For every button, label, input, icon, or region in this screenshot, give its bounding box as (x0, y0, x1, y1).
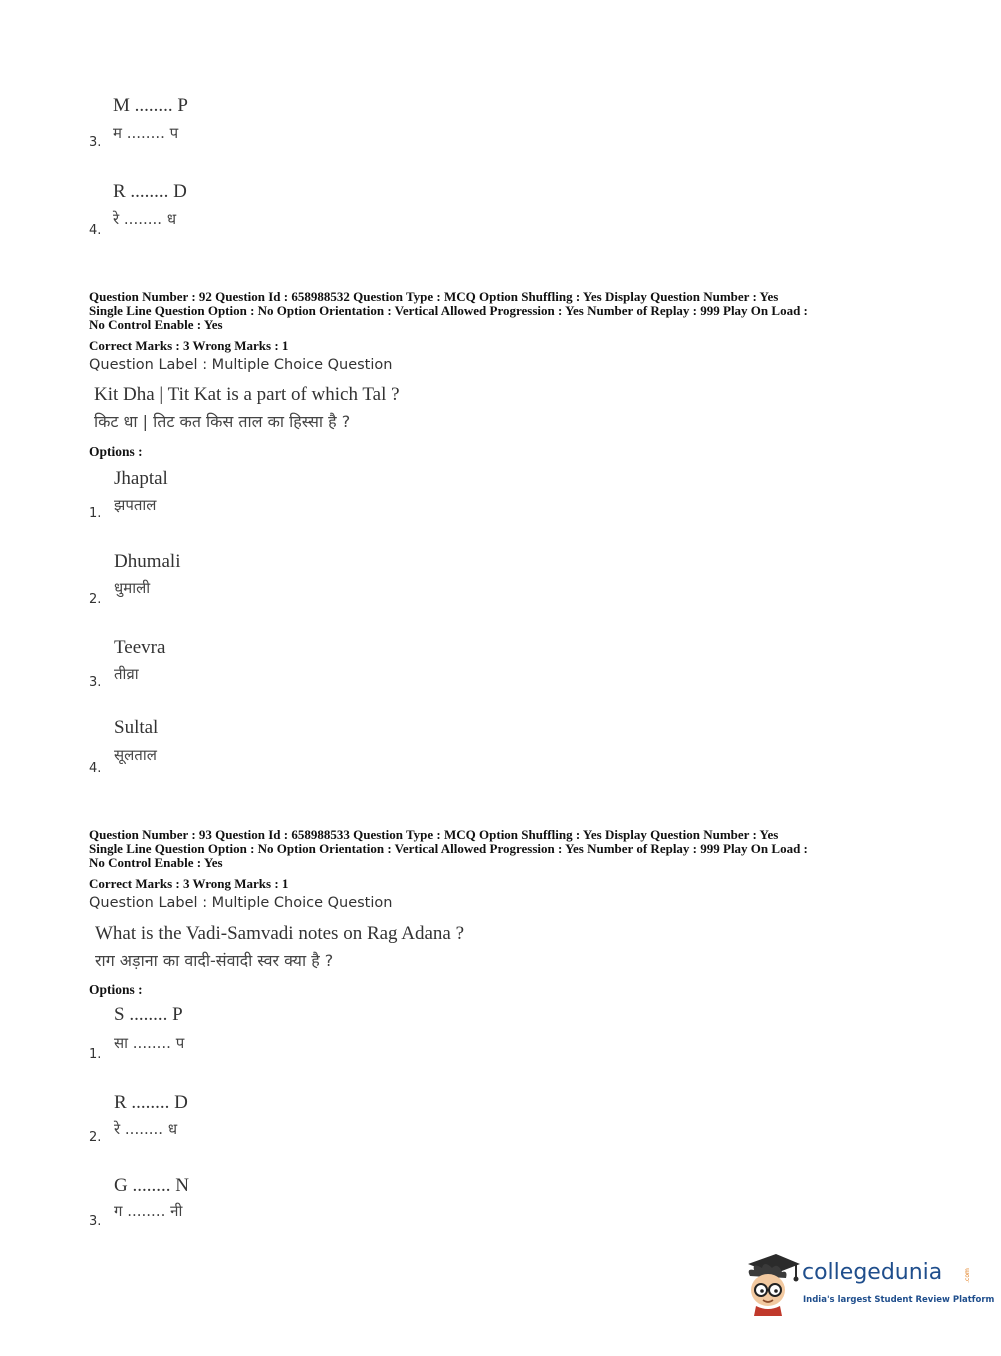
option-english: R ........ D (113, 181, 187, 202)
question-label: Question Label : Multiple Choice Question (89, 357, 393, 373)
question-text-hindi: राग अड़ाना का वादी-संवादी स्वर क्या है ? (95, 951, 334, 970)
logo-com: .com (963, 1268, 971, 1283)
question-meta-line-1: Question Number : 93 Question Id : 658988533 Question Type : MCQ Option Shuffling : Yes Display Question Number : Yes (89, 827, 779, 842)
option-hindi: सूलताल (114, 746, 157, 764)
option-hindi: ग ........ नी (114, 1202, 183, 1220)
question-meta-line-2: Single Line Question Option : No Option Orientation : Vertical Allowed Progression : Yes Number of Replay : 999 Play On Load : (89, 841, 808, 856)
mascot-icon (742, 1250, 800, 1316)
question-text-english: What is the Vadi-Samvadi notes on Rag Adana ? (95, 923, 465, 944)
question-marks: Correct Marks : 3 Wrong Marks : 1 (89, 338, 289, 353)
logo-tagline: India's largest Student Review Platform (803, 1295, 995, 1305)
options-heading: Options : (89, 982, 143, 997)
option-english: M ........ P (113, 95, 188, 116)
question-meta-line-2: Single Line Question Option : No Option Orientation : Vertical Allowed Progression : Yes Number of Replay : 999 Play On Load : (89, 303, 808, 318)
question-meta-line-1: Question Number : 92 Question Id : 658988532 Question Type : MCQ Option Shuffling : Yes Display Question Number : Yes (89, 289, 779, 304)
option-hindi: सा ........ प (114, 1034, 185, 1052)
option-number: 4. (89, 223, 102, 238)
option-english: Sultal (114, 717, 159, 738)
question-marks: Correct Marks : 3 Wrong Marks : 1 (89, 876, 289, 891)
option-number: 3. (89, 1214, 102, 1229)
collegedunia-logo[interactable] (742, 1250, 995, 1316)
option-number: 2. (89, 592, 102, 607)
option-english: Jhaptal (114, 468, 168, 489)
option-english: S ........ P (114, 1004, 183, 1025)
option-english: Dhumali (114, 551, 181, 572)
option-number: 4. (89, 761, 102, 776)
option-hindi: म ........ प (113, 124, 179, 142)
option-hindi: धुमाली (114, 579, 151, 597)
option-number: 3. (89, 675, 102, 690)
option-number: 1. (89, 1047, 102, 1062)
option-english: Teevra (114, 637, 166, 658)
option-hindi: रे ........ ध (113, 210, 177, 228)
option-number: 2. (89, 1130, 102, 1145)
option-hindi: रे ........ ध (114, 1120, 178, 1138)
options-heading: Options : (89, 444, 143, 459)
option-hindi: तीव्रा (114, 665, 139, 683)
option-number: 3. (89, 135, 102, 150)
logo-wordmark: collegedunia (802, 1260, 943, 1285)
question-meta-line-3: No Control Enable : Yes (89, 317, 223, 332)
question-text-english: Kit Dha | Tit Kat is a part of which Tal ? (94, 384, 400, 405)
question-label: Question Label : Multiple Choice Question (89, 895, 393, 911)
option-english: G ........ N (114, 1175, 189, 1196)
question-text-hindi: किट धा | तिट कत किस ताल का हिस्सा है ? (94, 412, 351, 431)
option-hindi: झपताल (114, 496, 157, 514)
option-number: 1. (89, 506, 102, 521)
option-english: R ........ D (114, 1092, 188, 1113)
question-meta-line-3: No Control Enable : Yes (89, 855, 223, 870)
